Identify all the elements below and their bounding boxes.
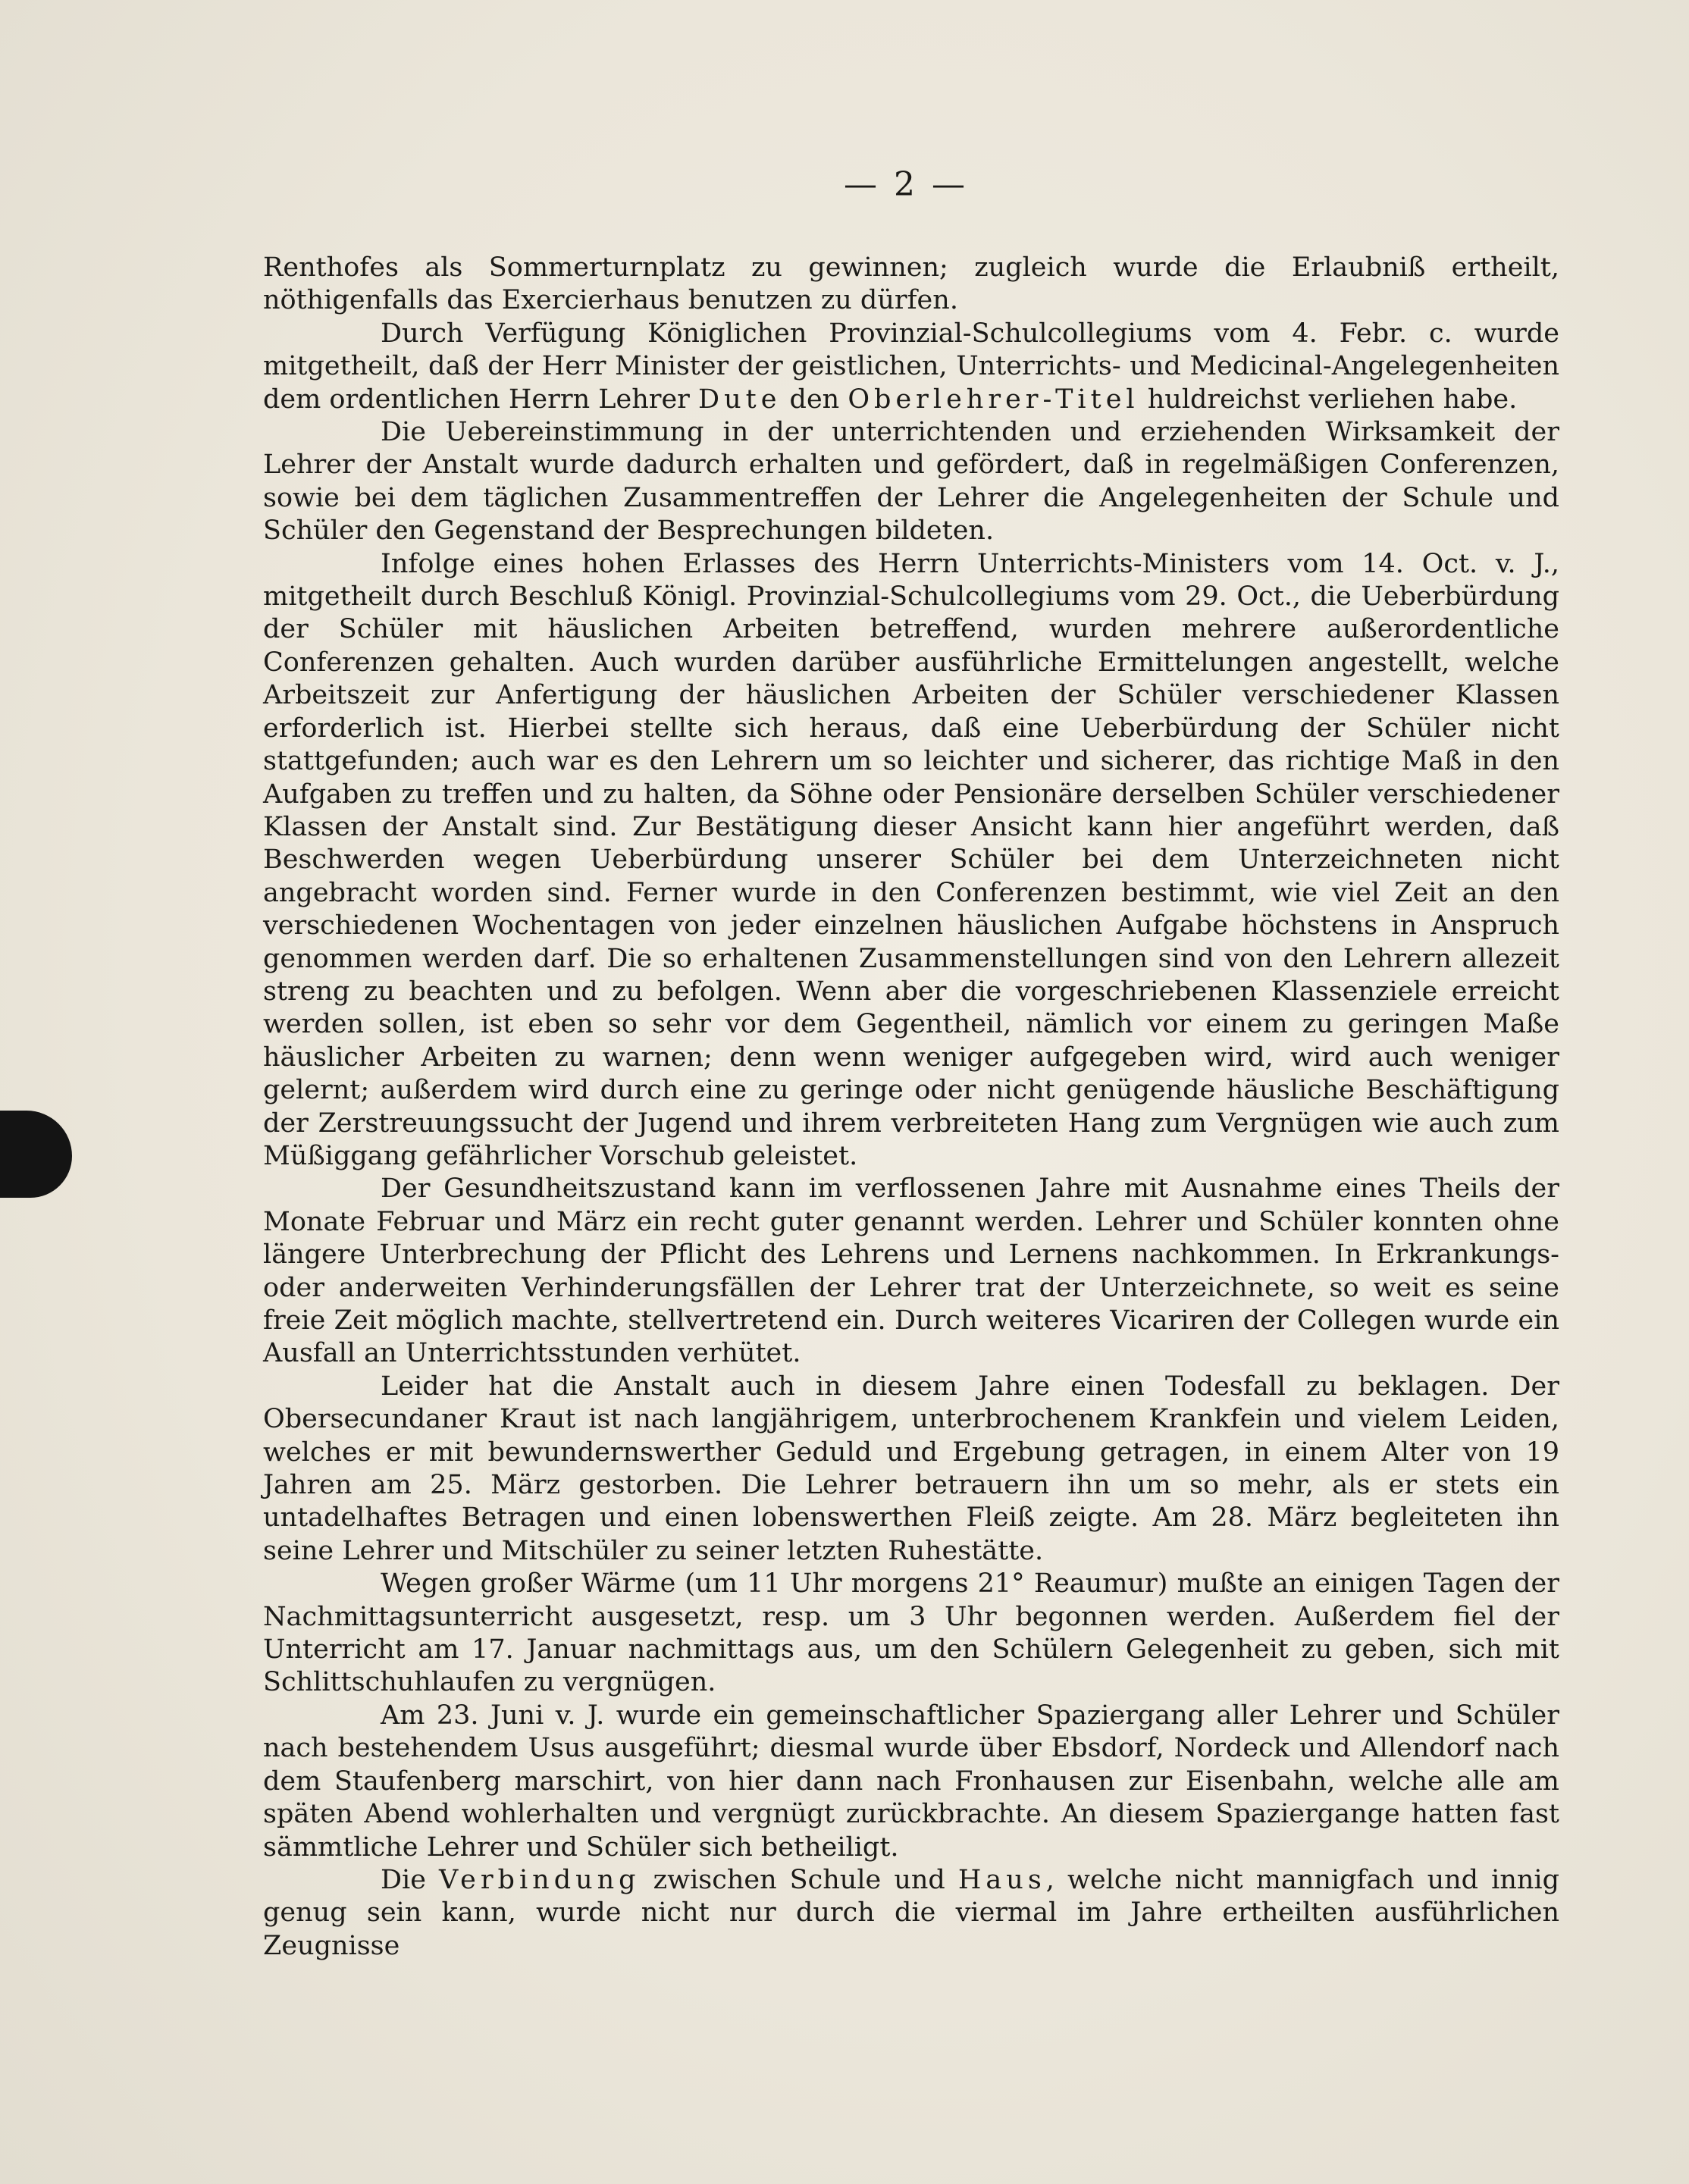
paragraph-promotion: Durch Verfügung Königlichen Provinzial-Schulcollegiums vom 4. Febr. c. wurde mitgetheilt, daß der Herr Minister der geistlichen, Unterrichts- und Medicinal-Angelegenheiten dem ordentlichen Herrn Lehrer Dute den Oberlehrer-Titel huldreichst verliehen habe. <box>263 318 1559 415</box>
paragraph-school-home: Die Verbindung zwischen Schule und Haus, welche nicht mannigfach und innig genug sein kann, wurde nicht nur durch die viermal im Jahre ertheilten ausführlichen Zeugnisse <box>263 1864 1560 1961</box>
spaced-word-haus: Haus <box>957 1864 1046 1895</box>
body-text <box>263 252 1559 1963</box>
spaced-word-verbindung: Verbindung <box>439 1864 641 1895</box>
page-edge-tab <box>0 1111 72 1198</box>
paragraph-heat: Wegen großer Wärme (um 11 Uhr morgens 21° Reaumur) mußte an einigen Tagen der Nachmittagsunterricht ausgesetzt, resp. um 3 Uhr begonnen werden. Außerdem fiel der Unterricht am 17. Januar nachmittags aus, um den Schülern Gelegenheit zu geben, sich mit Schlittschuhlaufen zu vergnügen. <box>263 1568 1559 1698</box>
paragraph-conferences: Die Uebereinstimmung in der unterrichtenden und erziehenden Wirksamkeit der Lehrer der Anstalt wurde dadurch erhalten und gefördert, daß in regelmäßigen Conferenzen, sowie bei dem täglichen Zusammentreffen der Lehrer die Angelegenheiten der Schule und Schüler den Gegenstand der Besprechungen bildeten. <box>263 417 1559 547</box>
paragraph-continuation: Renthofes als Sommerturnplatz zu gewinnen; zugleich wurde die Erlaubniß ertheilt, nöthigenfalls das Exercierhaus benutzen zu dürfen. <box>263 252 1559 316</box>
paragraph-death: Leider hat die Anstalt auch in diesem Jahre einen Todesfall zu beklagen. Der Obersecundaner Kraut ist nach langjährigem, unterbrochenem Krankfein und vielem Leiden, welches er mit bewundernswerther Geduld und Ergebung getragen, in einem Alter von 19 Jahren am 25. März gestorben. Die Lehrer betrauern ihn um so mehr, als er stets ein untadelhaftes Betragen und einen lobenswerthen Fleiß zeigte. Am 28. März begleiteten ihn seine Lehrer und Mitschüler zu seiner letzten Ruhestätte. <box>263 1371 1559 1566</box>
paragraph-health: Der Gesundheitszustand kann im verflossenen Jahre mit Ausnahme eines Theils der Monate Februar und März ein recht guter genannt werden. Lehrer und Schüler konnten ohne längere Unterbrechung der Pflicht des Lehrens und Lernens nachkommen. In Erkrankungs- oder anderweiten Verhinderungsfällen der Lehrer trat der Unterzeichnete, so weit es seine freie Zeit möglich machte, stellvertretend ein. Durch weiteres Vicariren der Collegen wurde ein Ausfall an Unterrichtsstunden verhütet. <box>263 1173 1559 1369</box>
paragraph-excursion: Am 23. Juni v. J. wurde ein gemeinschaftlicher Spaziergang aller Lehrer und Schüler nach bestehendem Usus ausgeführt; diesmal wurde über Ebsdorf, Nordeck und Allendorf nach dem Staufenberg marschirt, von hier dann nach Fronhausen zur Eisenbahn, welche alle am späten Abend wohlerhalten und vergnügt zurückbrachte. An diesem Spaziergange hatten fast sämmtliche Lehrer und Schüler sich betheiligt. <box>263 1700 1559 1863</box>
spaced-title: Oberlehrer-Titel <box>848 384 1139 415</box>
page-number: — 2 — <box>844 165 968 204</box>
spaced-name: Dute <box>698 384 782 415</box>
paragraph-overburdening: Infolge eines hohen Erlasses des Herrn Unterrichts-Ministers vom 14. Oct. v. J., mitgetheilt durch Beschluß Königl. Provinzial-Schulcollegiums vom 29. Oct., die Ueberbürdung der Schüler mit häuslichen Arbeiten betreffend, wurden mehrere außerordentliche Conferenzen gehalten. Auch wurden darüber ausführliche Ermittelungen angestellt, welche Arbeitszeit zur Anfertigung der häuslichen Arbeiten der Schüler verschiedener Klassen erforderlich ist. Hierbei stellte sich heraus, daß eine Ueberbürdung der Schüler nicht stattgefunden; auch war es den Lehrern um so leichter und sicherer, das richtige Maß in den Aufgaben zu treffen und zu halten, da Söhne oder Pensionäre derselben Schüler verschiedener Klassen der Anstalt sind. Zur Bestätigung dieser Ansicht kann hier angeführt werden, daß Beschwerden wegen Ueberbürdung unserer Schüler bei dem Unterzeichneten nicht angebracht worden sind. Ferner wurde in den Conferenzen bestimmt, wie viel Zeit an den verschiedenen Wochentagen von jeder einzelnen häuslichen Aufgabe höchstens in Anspruch genommen werden darf. Die so erhaltenen Zusammenstellungen sind von den Lehrern allezeit streng zu beachten und zu befolgen. Wenn aber die vorgeschriebenen Klassenziele erreicht werden sollen, ist eben so sehr vor dem Gegentheil, nämlich vor einem zu geringen Maße häuslicher Arbeiten zu warnen; denn wenn weniger aufgegeben wird, wird auch weniger gelernt; außerdem wird durch eine zu geringe oder nicht genügende häusliche Beschäftigung der Zerstreuungssucht der Jugend und ihrem verbreiteten Hang zum Vergnügen wie auch zum Müßiggang gefährlicher Vorschub geleistet. <box>263 548 1559 1171</box>
